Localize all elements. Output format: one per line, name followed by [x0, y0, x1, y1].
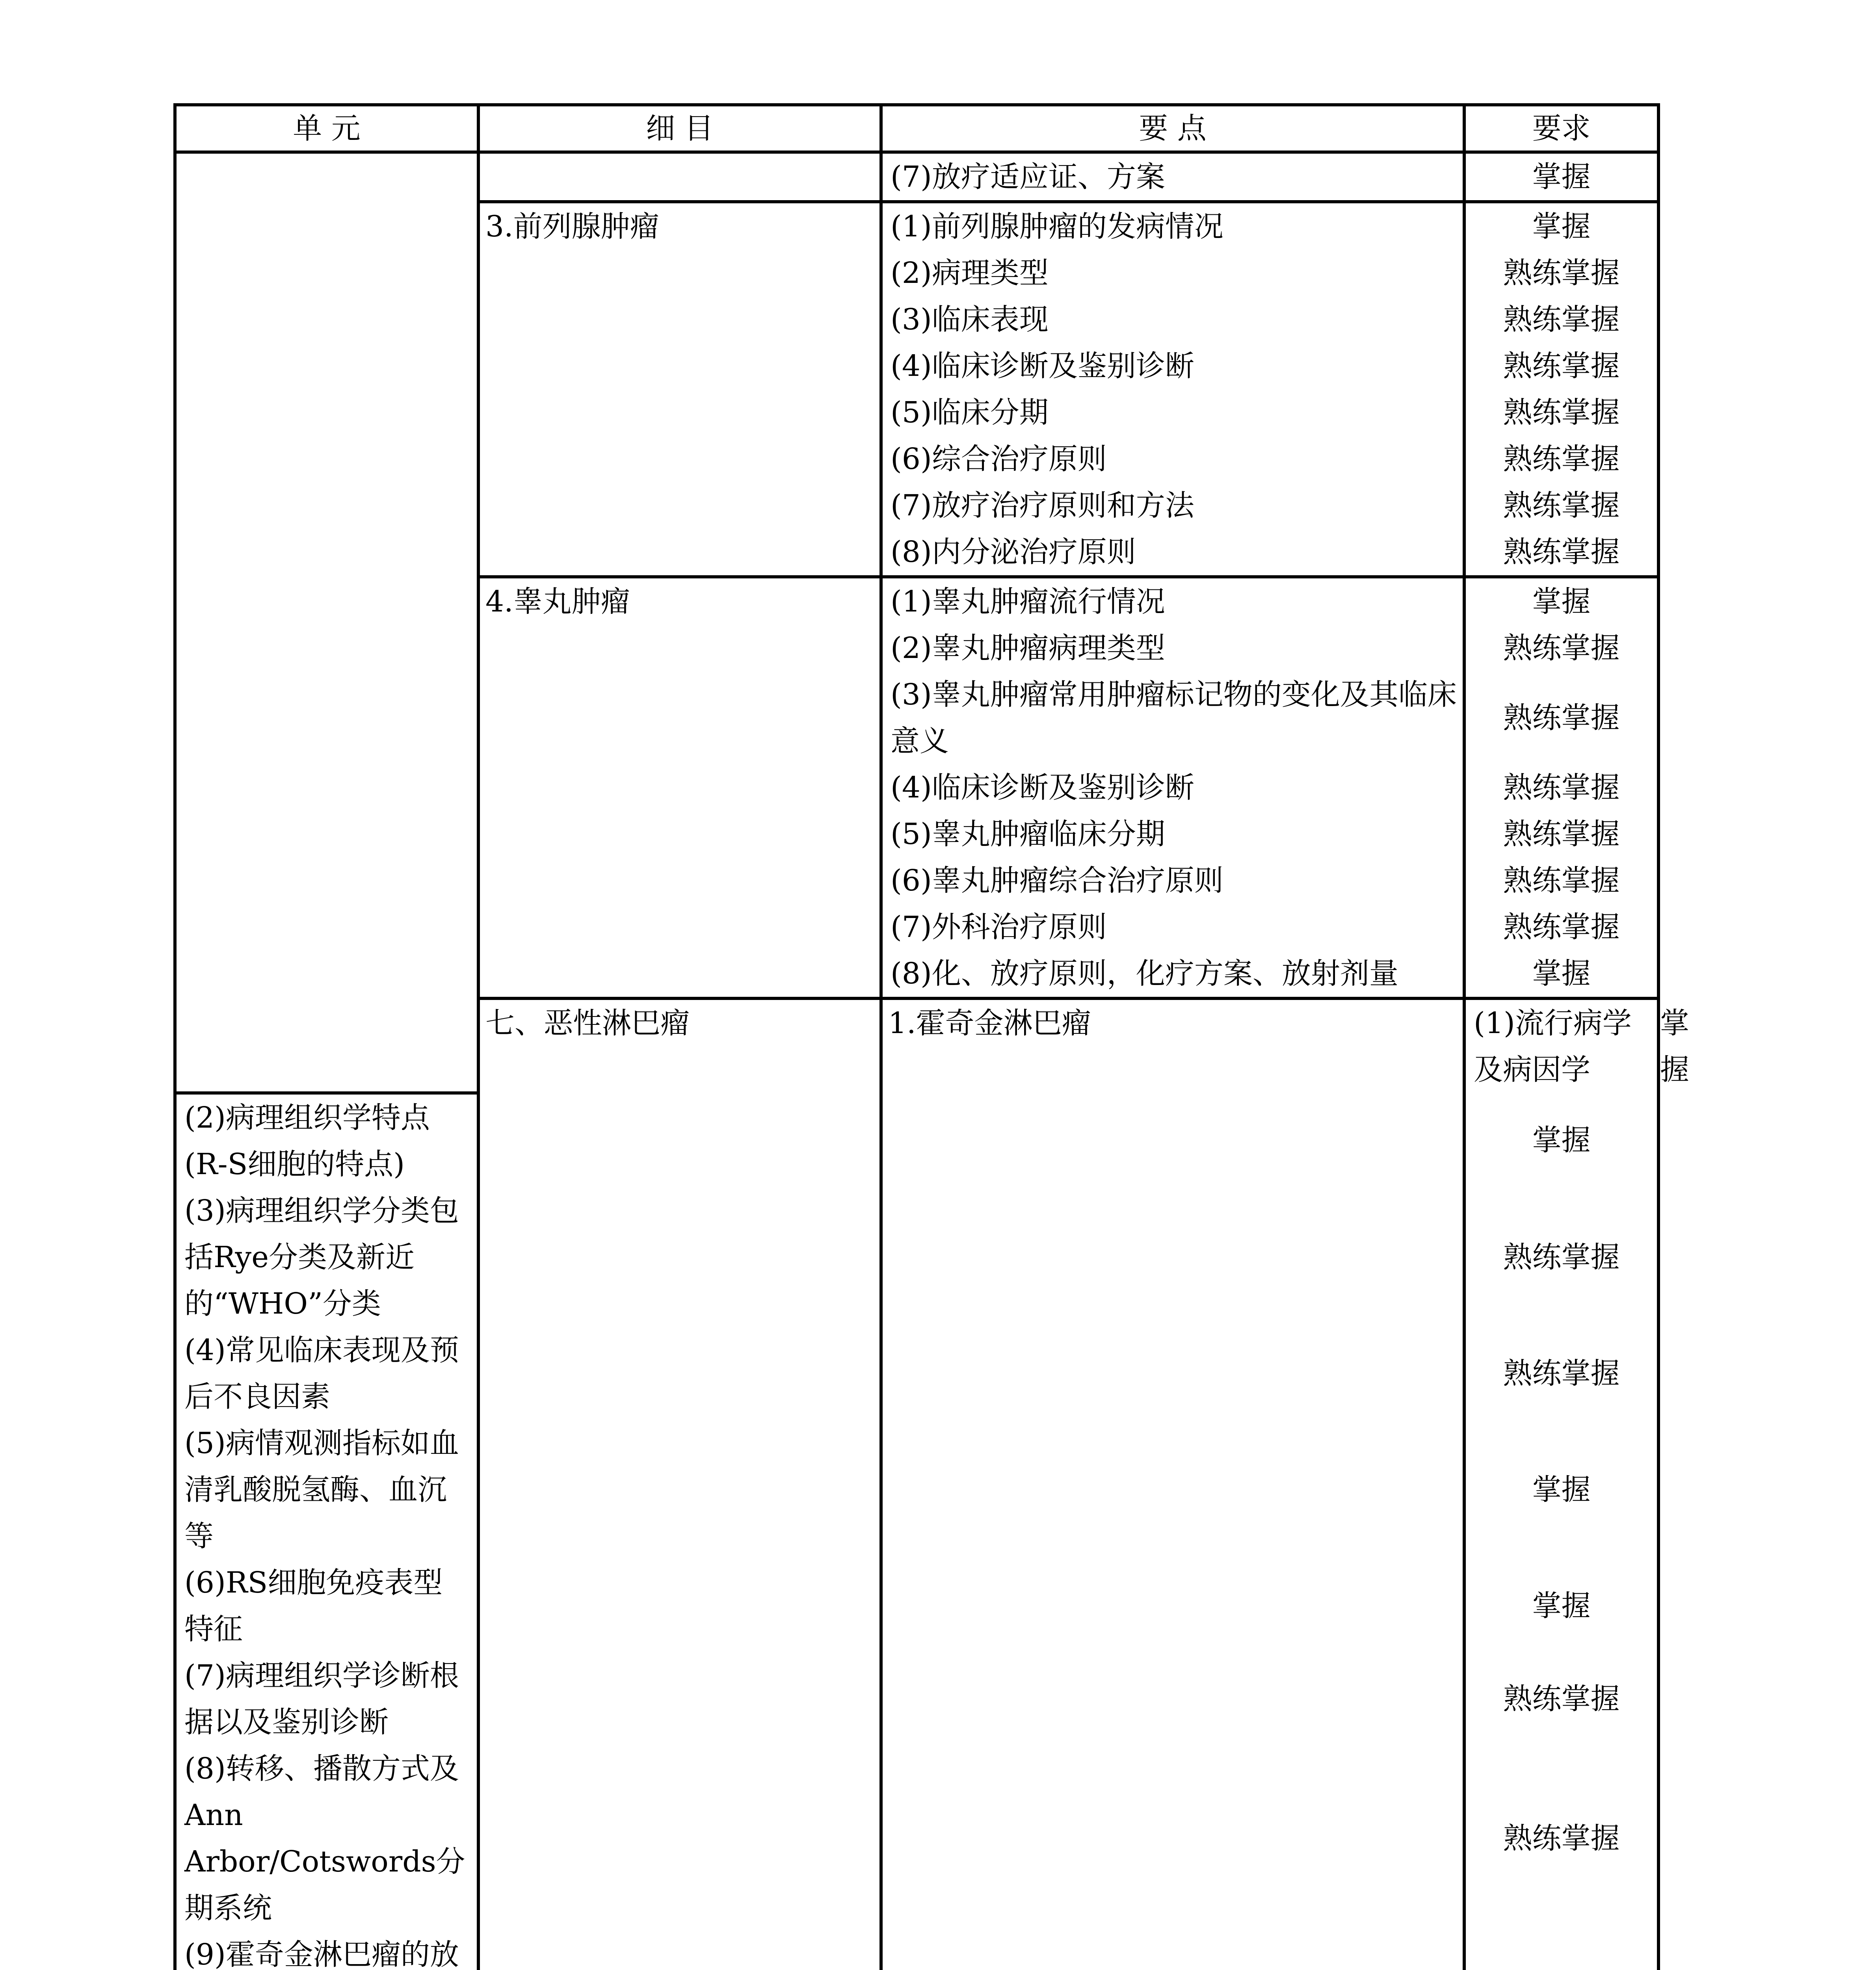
- requirement-cell: 掌握: [1464, 1559, 1658, 1652]
- point-cell: (9)霍奇金淋巴瘤的放: [175, 1931, 478, 1970]
- point-cell: (7)病理组织学诊断根据以及鉴别诊断: [175, 1652, 478, 1745]
- table-header-row: [175, 105, 1658, 152]
- requirement-cell: 熟练掌握: [1464, 343, 1658, 389]
- requirement-cell: 熟练掌握: [1464, 1327, 1658, 1420]
- point-cell: (6)综合治疗原则: [881, 436, 1464, 482]
- point-cell: (3)病理组织学分类包括Rye分类及新近的“WHO”分类: [175, 1188, 478, 1327]
- point-cell: (3)临床表现: [881, 296, 1464, 343]
- point-cell: (5)临床分期: [881, 389, 1464, 436]
- requirement-cell: 熟练掌握: [1464, 436, 1658, 482]
- requirement-cell: 熟练掌握: [1464, 1188, 1658, 1327]
- point-cell: (5)睾丸肿瘤临床分期: [881, 811, 1464, 857]
- point-cell: (1)流行病学及病因学: [1464, 998, 1658, 1093]
- requirement-cell: 熟练掌握: [1464, 671, 1658, 764]
- table-row: [175, 152, 1658, 202]
- point-cell: (4)临床诊断及鉴别诊断: [881, 764, 1464, 811]
- requirement-cell: 熟练掌握: [1464, 389, 1658, 436]
- point-cell: (8)内分泌治疗原则: [881, 529, 1464, 577]
- point-cell: (2)病理组织学特点(R-S细胞的特点): [175, 1093, 478, 1188]
- point-cell: (1)睾丸肿瘤流行情况: [881, 577, 1464, 625]
- point-cell: (3)睾丸肿瘤常用肿瘤标记物的变化及其临床意义: [881, 671, 1464, 764]
- requirement-cell: 熟练掌握: [1464, 811, 1658, 857]
- header-requirement: 要求: [1464, 105, 1658, 152]
- point-cell: (6)睾丸肿瘤综合治疗原则: [881, 857, 1464, 904]
- header-unit: 单 元: [175, 105, 478, 152]
- requirement-cell: 熟练掌握: [1464, 904, 1658, 950]
- point-cell: (8)化、放疗原则，化疗方案、放射剂量: [881, 950, 1464, 998]
- requirement-cell: 熟练掌握: [1464, 1652, 1658, 1745]
- requirement-cell: 掌握: [1464, 950, 1658, 998]
- requirement-cell: 掌握: [1464, 1093, 1658, 1188]
- point-cell: (2)病理类型: [881, 250, 1464, 296]
- requirement-cell: 掌握: [1464, 577, 1658, 625]
- point-cell: (7)外科治疗原则: [881, 904, 1464, 950]
- point-cell: (4)常见临床表现及预后不良因素: [175, 1327, 478, 1420]
- requirement-cell: 掌握: [1464, 1420, 1658, 1559]
- subject-cell-empty: [478, 152, 881, 202]
- point-cell: (7)放疗治疗原则和方法: [881, 482, 1464, 529]
- requirement-cell: 熟练掌握: [1464, 1745, 1658, 1931]
- subject-hodgkin: 1.霍奇金淋巴瘤: [881, 998, 1464, 1970]
- table-row: 七、恶性淋巴瘤 1.霍奇金淋巴瘤 (1)流行病学及病因学 掌握: [175, 998, 1658, 1093]
- requirement-cell: 熟练掌握: [1464, 764, 1658, 811]
- unit-lymphoma: 七、恶性淋巴瘤: [478, 998, 881, 1970]
- subject-testis: 4.睾丸肿瘤: [478, 577, 881, 998]
- header-subject: 细 目: [478, 105, 881, 152]
- requirement-cell: [1464, 1931, 1658, 1970]
- header-points: 要 点: [881, 105, 1464, 152]
- point-cell: (4)临床诊断及鉴别诊断: [881, 343, 1464, 389]
- syllabus-table: [173, 103, 1689, 1970]
- point-cell: (6)RS细胞免疫表型特征: [175, 1559, 478, 1652]
- requirement-cell: 掌握: [1464, 152, 1658, 202]
- point-cell: (8)转移、播散方式及Ann Arbor/Cotswords分期系统: [175, 1745, 478, 1931]
- point-cell: (7)放疗适应证、方案: [881, 152, 1464, 202]
- subject-prostate: 3.前列腺肿瘤: [478, 202, 881, 577]
- requirement-cell: 熟练掌握: [1464, 529, 1658, 577]
- requirement-cell: 熟练掌握: [1464, 482, 1658, 529]
- unit-cell-empty: [175, 152, 478, 1093]
- point-cell: (1)前列腺肿瘤的发病情况: [881, 202, 1464, 250]
- point-cell: (5)病情观测指标如血清乳酸脱氢酶、血沉等: [175, 1420, 478, 1559]
- requirement-cell: 熟练掌握: [1464, 625, 1658, 671]
- requirement-cell: 熟练掌握: [1464, 250, 1658, 296]
- requirement-cell: 掌握: [1464, 202, 1658, 250]
- point-cell: (2)睾丸肿瘤病理类型: [881, 625, 1464, 671]
- requirement-cell: 熟练掌握: [1464, 857, 1658, 904]
- requirement-cell: 熟练掌握: [1464, 296, 1658, 343]
